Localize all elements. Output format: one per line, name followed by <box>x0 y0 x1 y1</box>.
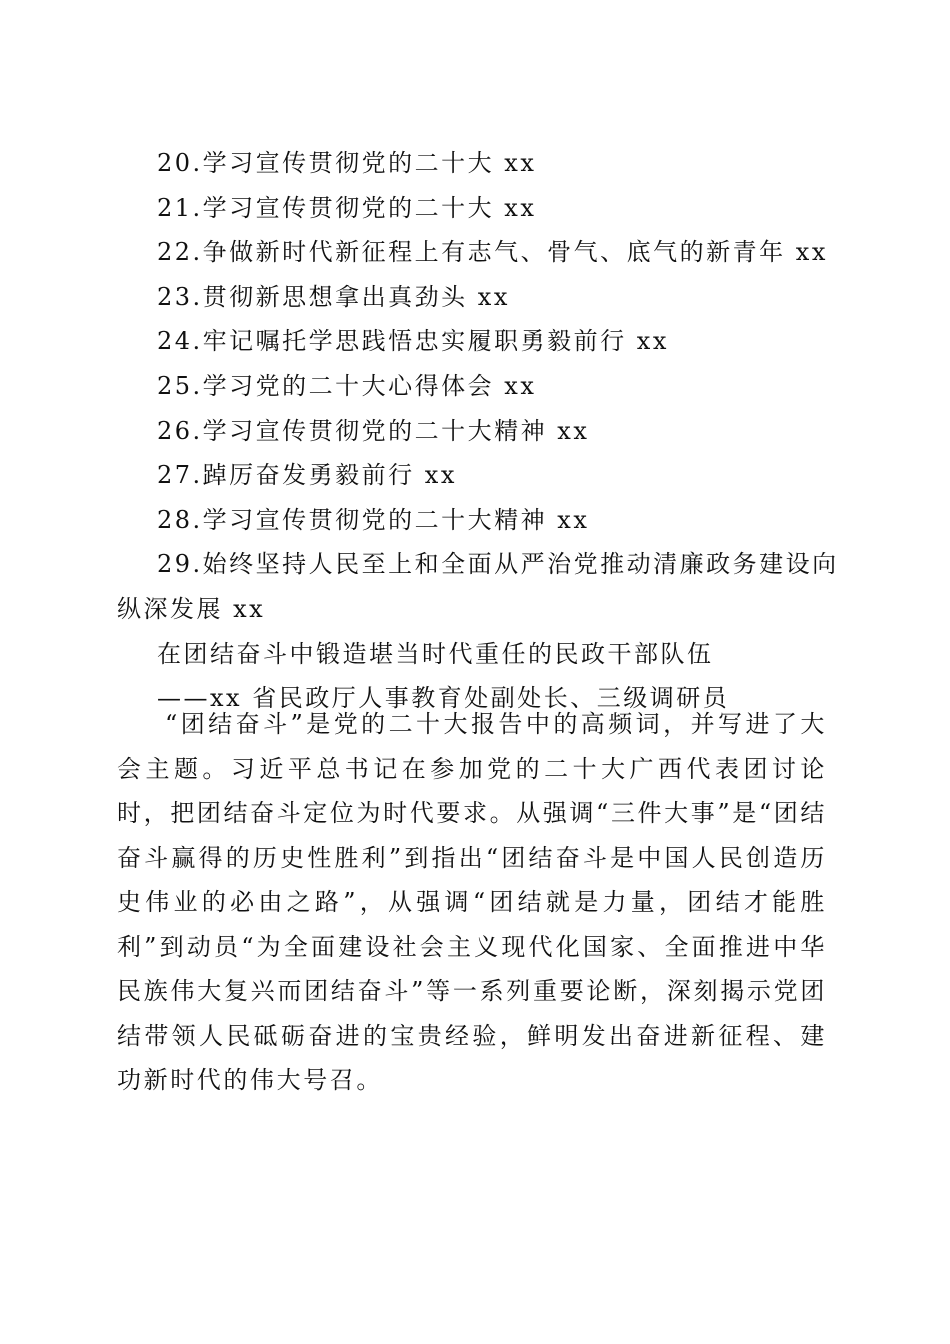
toc-item: 28.学习宣传贯彻党的二十大精神 xx <box>157 506 590 534</box>
article-title: 在团结奋斗中锻造堪当时代重任的民政干部队伍 <box>157 640 714 668</box>
article-body: “团结奋斗”是党的二十大报告中的高频词，并写进了大会主题。习近平总书记在参加党的二十大广西代表团讨论时，把团结奋斗定位为时代要求。从强调“三件大事”是“团结奋斗赢得的历史性胜利”到指出“团结奋斗是中国人民创造历史伟业的必由之路”，从强调“团结就是力量，团结才能胜利”到动员“为全面建设社会主义现代化国家、全面推进中华民族伟大复兴而团结奋斗”等一系列重要论断，深刻揭示党团结带领人民砥砺奋进的宝贵经验，鲜明发出奋进新征程、建功新时代的伟大号召。 <box>117 710 827 1094</box>
toc-item: 22.争做新时代新征程上有志气、骨气、底气的新青年 xx <box>157 238 828 266</box>
toc-item: 24.牢记嘱托学思践悟忠实履职勇毅前行 xx <box>157 327 669 355</box>
article-author: ——xx 省民政厅人事教育处副处长、三级调研员 <box>157 684 730 712</box>
toc-item-29-line1: 29.始终坚持人民至上和全面从严治党推动清廉政务建设向 <box>157 550 839 578</box>
toc-item: 27.踔厉奋发勇毅前行 xx <box>157 461 457 489</box>
toc-item-29-line2: 纵深发展 xx <box>117 595 266 623</box>
toc-item: 21.学习宣传贯彻党的二十大 xx <box>157 194 537 222</box>
toc-item: 23.贯彻新思想拿出真劲头 xx <box>157 283 510 311</box>
toc-item: 25.学习党的二十大心得体会 xx <box>157 372 537 400</box>
toc-item: 20.学习宣传贯彻党的二十大 xx <box>157 149 537 177</box>
toc-item: 26.学习宣传贯彻党的二十大精神 xx <box>157 417 590 445</box>
